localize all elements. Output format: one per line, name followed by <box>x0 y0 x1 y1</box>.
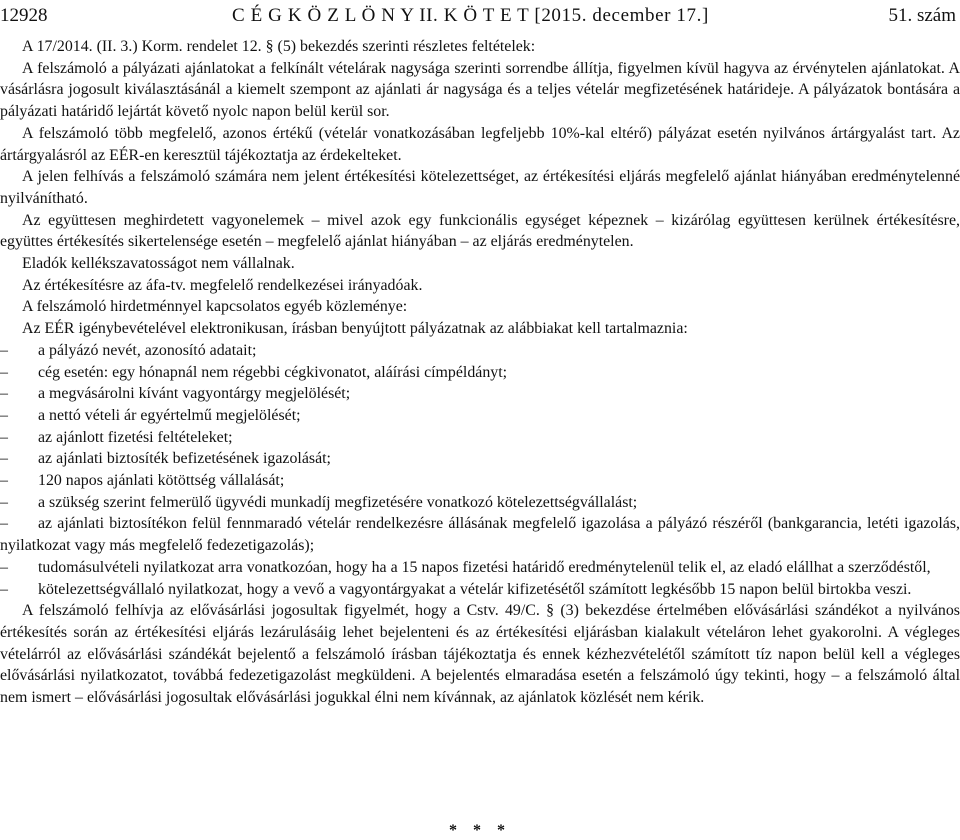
list-marker: – <box>0 558 8 576</box>
closing-paragraph: A felszámoló felhívja az elővásárlási jogosultak figyelmét, hogy a Cstv. 49/C. § (3) bekezdése értelmében elővásárlási szándékot a nyilvános értékesítés során az értékesítési eljárás lezárulásáig lehet bejelenteni és az értékesítési eljárásban kialakult vételáron lehet gyakorolni. A végleges vételárról az elővásárlási szándékát bejelentő a felszámoló írásban tájékoztatja és ennek kézhezvételétől számított tíz napon belül kell a végleges elővásárlási nyilatkozatot, továbbá fedezetigazolást megküldeni. A bejelentés elmaradása esetén a felszámoló úgy tekinti, hogy – a felszámoló által nem ismert – elővásárlási jogosultak elővásárlási jogukkal élni nem kívánnak, az ajánlatok közlését nem kérik. <box>0 602 960 707</box>
list-marker: – <box>0 493 8 511</box>
list-item-text: a szükség szerint felmerülő ügyvédi munkadíj megfizetésére vonatkozó kötelezettségvállalást; <box>38 493 638 511</box>
section-separator: * * * <box>449 822 511 839</box>
list-item-text: kötelezettségvállaló nyilatkozat, hogy a vevő a vagyontárgyakat a vételár kifizetésétől számított legkésőbb 15 napon belül birtokba veszi. <box>38 580 912 598</box>
list-item <box>0 513 960 556</box>
list-marker: – <box>0 428 8 446</box>
list-marker: – <box>0 385 8 403</box>
list-marker: – <box>0 472 8 490</box>
document-body <box>0 36 960 709</box>
list-item <box>0 492 960 514</box>
list-item <box>0 579 960 601</box>
list-item <box>0 427 960 449</box>
page-header <box>0 2 960 30</box>
issue-number: 51. szám <box>888 5 956 26</box>
list-item <box>0 470 960 492</box>
list-item-text: az ajánlati biztosítékon felül fennmaradó vételár rendelkezésre állásának megfelelő igazolása a pályázó részéről (bankgarancia, letéti igazolás, nyilatkozat vagy más megfelelő fedezetigazolás); <box>0 515 960 555</box>
list-item-text: az ajánlott fizetési feltételeket; <box>38 428 233 446</box>
list-item-text: a pályázó nevét, azonosító adatait; <box>38 341 257 359</box>
list-marker: – <box>0 341 8 359</box>
paragraph: A jelen felhívás a felszámoló számára nem jelent értékesítési kötelezettséget, az értékesítési eljárás megfelelő ajánlat hiányában eredménytelenné nyilvánítható. <box>0 168 960 207</box>
list-item <box>0 557 960 579</box>
list-item-text: a nettó vételi ár egyértelmű megjelölését; <box>38 406 301 424</box>
list-item-text: cég esetén: egy hónapnál nem régebbi cégkivonatot, aláírási címpéldányt; <box>38 363 508 381</box>
journal-title: C É G K Ö Z L Ö N Y II. K Ö T E T [2015. december 17.] <box>232 5 709 26</box>
list-item <box>0 362 960 384</box>
list-marker: – <box>0 450 8 468</box>
paragraph: A felszámoló több megfelelő, azonos értékű (vételár vonatkozásában legfeljebb 10%-kal eltérő) pályázat esetén nyilvános ártárgyalást tart. Az ártárgyalásról az EÉR-en keresztül tájékoztatja az érdekelteket. <box>0 124 960 164</box>
paragraph: A 17/2014. (II. 3.) Korm. rendelet 12. § (5) bekezdés szerinti részletes feltételek: <box>22 38 536 55</box>
list-item-text: tudomásulvételi nyilatkozat arra vonatkozóan, hogy ha a 15 napos fizetési határidő eredménytelenül telik el, az eladó elállhat a szerződéstől, <box>38 558 931 576</box>
paragraph: Az értékesítésre az áfa-tv. megfelelő rendelkezései irányadóak. <box>22 276 423 294</box>
list-marker: – <box>0 406 8 424</box>
list-item-text: az ajánlati biztosíték befizetésének igazolását; <box>38 450 331 468</box>
list-marker: – <box>0 580 8 598</box>
list-item-text: 120 napos ajánlati kötöttség vállalását; <box>38 472 285 490</box>
paragraph: Eladók kellékszavatosságot nem vállalnak. <box>22 255 295 273</box>
list-item <box>0 405 960 427</box>
list-item <box>0 340 960 362</box>
list-item-text: a megvásárolni kívánt vagyontárgy megjelölését; <box>38 385 351 403</box>
paragraph: Az együttesen meghirdetett vagyonelemek – mivel azok egy funkcionális egységet képeznek – kizárólag együttesen kerülnek értékesítésre, együttes értékesítés sikertelensége esetén – megfelelő ajánlat hiányában – az eljárás eredménytelen. <box>0 211 960 251</box>
paragraph: Az EÉR igénybevételével elektronikusan, írásban benyújtott pályázatnak az alábbiakat kell tartalmaznia: <box>22 320 688 338</box>
paragraph: A felszámoló hirdetménnyel kapcsolatos egyéb közleménye: <box>22 298 408 316</box>
paragraph: A felszámoló a pályázati ajánlatokat a felkínált vételárak nagysága szerinti sorrendbe állítja, figyelmen kívül hagyva az érvénytelen ajánlatokat. A vásárlásra jogosult kiválasztásánál a kiemelt szempont az ajánlati ár nagysága és a teljes vételár megfizetésének határideje. A pályázatok bontására a pályázati határidő lejártát követő nyolc napon belül kerül sor. <box>0 59 960 121</box>
list-marker: – <box>0 515 8 533</box>
page-number: 12928 <box>0 5 48 26</box>
list-item <box>0 383 960 405</box>
list-marker: – <box>0 363 8 381</box>
list-item <box>0 448 960 470</box>
